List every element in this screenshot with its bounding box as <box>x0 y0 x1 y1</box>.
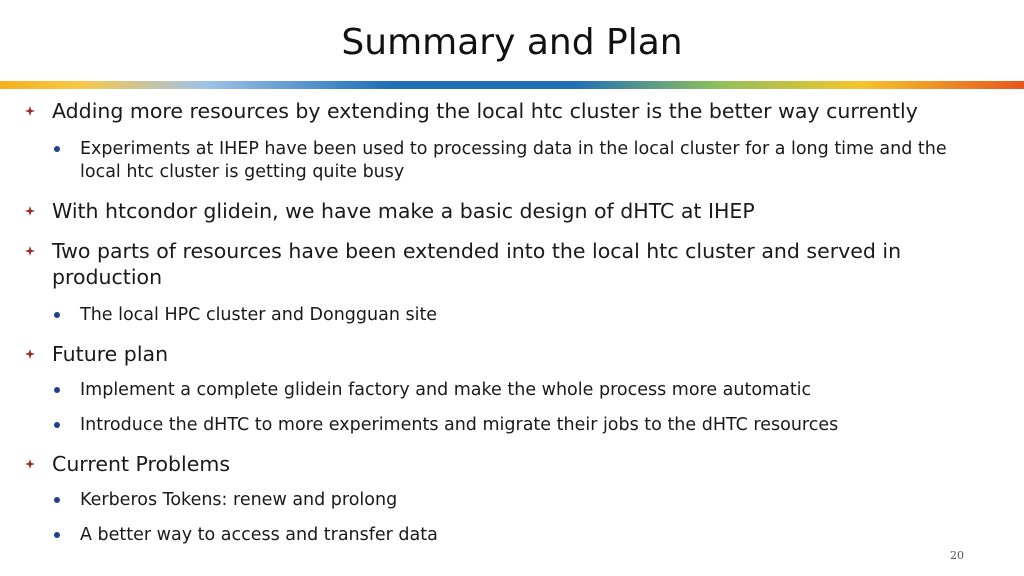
title-divider <box>0 81 1024 89</box>
bullet-item <box>0 198 1024 224</box>
bullet-item <box>0 98 1024 124</box>
dot-bullet-icon <box>54 387 60 393</box>
diamond-bullet-icon <box>25 246 35 256</box>
bullet-text: Two parts of resources have been extended into the local htc cluster and served in production <box>52 239 902 289</box>
bullet-text: Future plan <box>52 342 169 366</box>
sub-bullet-item <box>0 489 1024 512</box>
bullet-item <box>0 238 1024 290</box>
bullet-item <box>0 341 1024 367</box>
bullet-list <box>0 98 1024 547</box>
sub-bullet-text: The local HPC cluster and Dongguan site <box>80 305 438 325</box>
sub-bullet-item <box>0 379 1024 402</box>
dot-bullet-icon <box>54 422 60 428</box>
dot-bullet-icon <box>54 532 60 538</box>
sub-bullet-text: Experiments at IHEP have been used to processing data in the local cluster for a long time and the local htc cluster is getting quite busy <box>80 139 947 182</box>
sub-bullet-item <box>0 138 1024 184</box>
slide-title: Summary and Plan <box>341 22 683 63</box>
bullet-text: Adding more resources by extending the local htc cluster is the better way currently <box>52 99 918 123</box>
sub-bullet-text: Implement a complete glidein factory and make the whole process more automatic <box>80 380 812 400</box>
page-number: 20 <box>950 549 964 562</box>
bullet-text: With htcondor glidein, we have make a basic design of dHTC at IHEP <box>52 199 755 223</box>
bullet-text: Current Problems <box>52 452 231 476</box>
dot-bullet-icon <box>54 312 60 318</box>
dot-bullet-icon <box>54 497 60 503</box>
diamond-bullet-icon <box>25 459 35 469</box>
diamond-bullet-icon <box>25 206 35 216</box>
sub-bullet-item <box>0 524 1024 547</box>
dot-bullet-icon <box>54 146 60 152</box>
sub-bullet-item <box>0 304 1024 327</box>
diamond-bullet-icon <box>25 349 35 359</box>
sub-bullet-item <box>0 414 1024 437</box>
sub-bullet-text: A better way to access and transfer data <box>80 525 438 545</box>
sub-bullet-text: Kerberos Tokens: renew and prolong <box>80 490 398 510</box>
diamond-bullet-icon <box>25 106 35 116</box>
bullet-item <box>0 451 1024 477</box>
sub-bullet-text: Introduce the dHTC to more experiments and migrate their jobs to the dHTC resources <box>80 415 839 435</box>
